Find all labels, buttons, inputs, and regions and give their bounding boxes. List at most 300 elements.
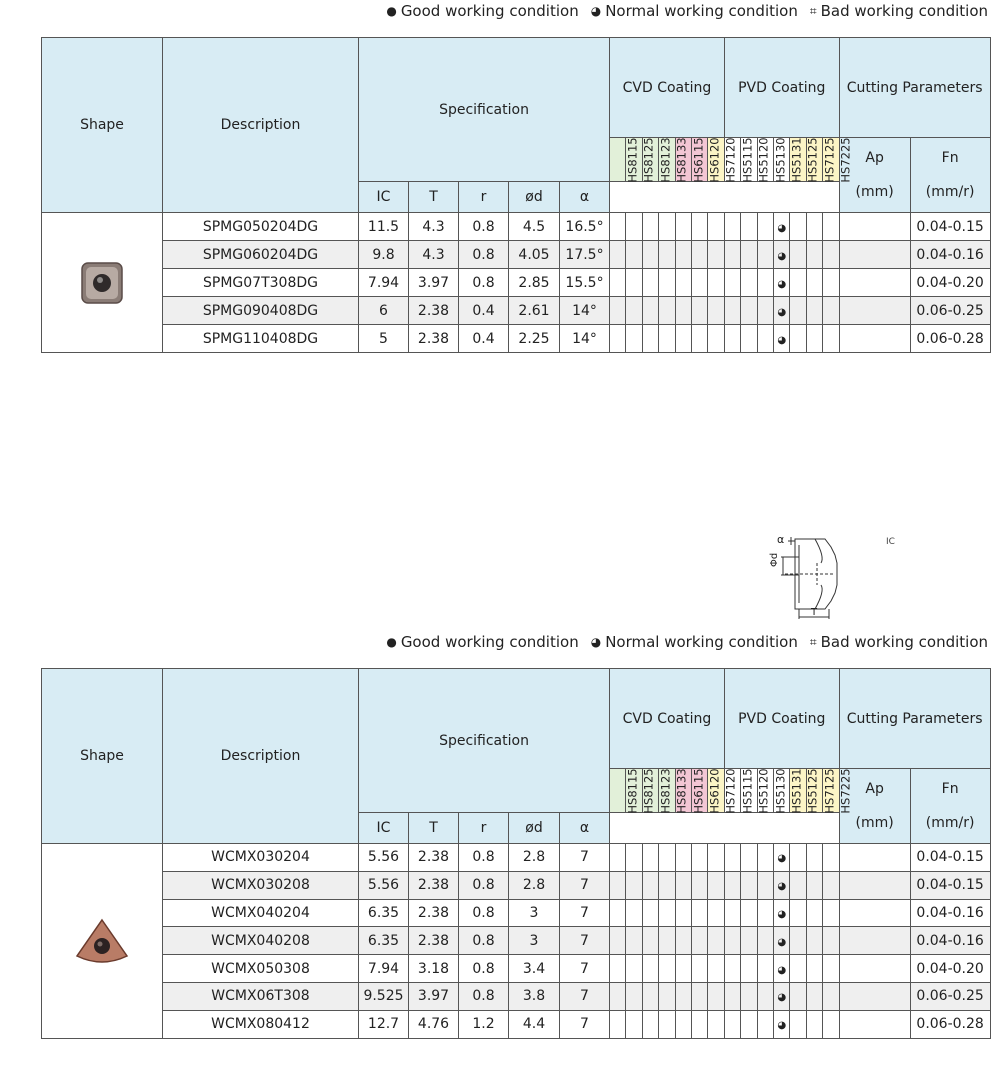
description-cell: WCMX050308	[163, 955, 359, 983]
table-row	[42, 927, 991, 955]
header-ap-label: Ap	[865, 150, 884, 166]
grade-cell-hs5115	[724, 982, 740, 1010]
grade-cell-hs5125	[790, 325, 806, 353]
table-row	[42, 241, 991, 269]
grade-cell-hs5115	[724, 927, 740, 955]
r-cell: 0.8	[459, 899, 509, 927]
grade-cell-hs5131	[774, 871, 790, 899]
grade-cell-hs8123	[642, 871, 658, 899]
grade-cell-hs5125	[790, 982, 806, 1010]
grade-cell-hs6120	[691, 297, 707, 325]
header-alpha: α	[560, 182, 610, 213]
t-cell: 4.3	[409, 241, 459, 269]
grade-cell-hs5130	[757, 871, 773, 899]
od-cell: 4.05	[509, 241, 560, 269]
normal-condition-icon: ◕	[777, 936, 787, 948]
grade-cell-hs8115	[610, 982, 626, 1010]
alpha-cell: 16.5°	[560, 213, 610, 241]
grade-cell-hs5130	[757, 269, 773, 297]
t-cell: 3.97	[409, 269, 459, 297]
grade-cell-hs7225	[823, 955, 839, 983]
grade-cell-hs8115	[610, 325, 626, 353]
grade-cell-hs7125	[806, 269, 822, 297]
description-cell: SPMG060204DG	[163, 241, 359, 269]
grade-label: HS5120	[756, 136, 771, 183]
grade-cell-hs5120	[741, 899, 757, 927]
grade-cell-hs8115	[610, 871, 626, 899]
grade-cell-hs7120	[708, 213, 724, 241]
spmg-spec-table	[41, 37, 991, 353]
table-row	[42, 269, 991, 297]
grade-cell-hs8133	[659, 871, 675, 899]
grade-label: HS5130	[773, 767, 788, 814]
grade-cell-hs7225	[823, 871, 839, 899]
grade-cell-hs8123	[642, 325, 658, 353]
ap-cell	[839, 325, 910, 353]
grade-cell-hs8115	[610, 844, 626, 872]
header-cvd-coating: CVD Coating	[610, 38, 725, 138]
grade-label: HS7225	[838, 136, 853, 183]
grade-cell-hs7120	[708, 297, 724, 325]
description-cell: WCMX06T308	[163, 982, 359, 1010]
alpha-cell: 7	[560, 844, 610, 872]
grade-cell-hs5120	[741, 269, 757, 297]
grade-cell-hs8115	[610, 297, 626, 325]
normal-condition-icon: ◕	[777, 881, 787, 893]
od-cell: 3	[509, 899, 560, 927]
grade-cell-hs8123	[642, 297, 658, 325]
grade-cell-hs8125	[626, 213, 642, 241]
ic-cell: 11.5	[359, 213, 409, 241]
grade-cell-hs8133	[659, 241, 675, 269]
grade-cell-hs6115	[675, 899, 691, 927]
grade-cell-hs6120	[691, 982, 707, 1010]
grade-cell-hs5120	[741, 1010, 757, 1038]
r-cell: 0.8	[459, 955, 509, 983]
ap-cell	[839, 927, 910, 955]
header-cutting-parameters: Cutting Parameters	[839, 38, 990, 138]
grade-cell-hs8125	[626, 927, 642, 955]
normal-condition-icon: ◕	[777, 222, 787, 234]
grade-cell-hs5120	[741, 241, 757, 269]
header-cvd-coating: CVD Coating	[610, 669, 725, 769]
grade-cell-hs8115	[610, 1010, 626, 1038]
insert-dimension-diagram	[755, 527, 845, 621]
grade-cell-hs7125	[806, 213, 822, 241]
ap-cell	[839, 1010, 910, 1038]
r-cell: 0.8	[459, 927, 509, 955]
grade-cell-hs8123	[642, 1010, 658, 1038]
grade-label: HS6120	[707, 767, 722, 814]
grade-cell-hs7225	[823, 982, 839, 1010]
grade-cell-hs8123	[642, 899, 658, 927]
grade-cell-hs5125	[790, 871, 806, 899]
fn-cell: 0.06-0.25	[910, 982, 990, 1010]
grade-cell-hs7125	[806, 241, 822, 269]
good-symbol-icon: ●	[386, 4, 397, 18]
grade-cell-hs7120	[708, 269, 724, 297]
grade-cell-hs8125	[626, 844, 642, 872]
od-cell: 3.8	[509, 982, 560, 1010]
description-cell: SPMG090408DG	[163, 297, 359, 325]
grade-cell-hs5120	[741, 927, 757, 955]
r-cell: 0.8	[459, 213, 509, 241]
legend-normal-label: Normal working condition	[605, 2, 798, 20]
legend-top	[386, 2, 988, 20]
fn-cell: 0.04-0.16	[910, 899, 990, 927]
grade-label: HS5125	[806, 767, 821, 814]
header-r: r	[459, 813, 509, 844]
table-row	[42, 955, 991, 983]
grade-cell-hs8133	[659, 955, 675, 983]
grade-cell-hs5120	[741, 871, 757, 899]
od-cell: 3.4	[509, 955, 560, 983]
grade-cell-hs5125	[790, 213, 806, 241]
t-cell: 4.76	[409, 1010, 459, 1038]
ic-cell: 7.94	[359, 269, 409, 297]
grade-cell-hs6120	[691, 241, 707, 269]
description-cell: WCMX030208	[163, 871, 359, 899]
header-t: T	[409, 813, 459, 844]
grade-cell-hs5130	[757, 1010, 773, 1038]
grade-cell-hs8115	[610, 899, 626, 927]
grade-cell-hs6115	[675, 241, 691, 269]
header-shape: Shape	[42, 669, 163, 844]
grade-cell-hs8115	[610, 241, 626, 269]
grade-cell-hs8133	[659, 269, 675, 297]
fn-cell: 0.04-0.16	[910, 927, 990, 955]
ap-cell	[839, 269, 910, 297]
ic-cell: 6.35	[359, 899, 409, 927]
t-cell: 3.97	[409, 982, 459, 1010]
legend-bad-label: Bad working condition	[820, 633, 988, 651]
description-cell: SPMG07T308DG	[163, 269, 359, 297]
table-row	[42, 982, 991, 1010]
legend-normal	[591, 633, 798, 651]
normal-condition-icon: ◕	[777, 992, 787, 1004]
wcmx-spec-table	[41, 668, 991, 1039]
ic-cell: 6	[359, 297, 409, 325]
od-cell: 4.4	[509, 1010, 560, 1038]
grade-cell-hs7225	[823, 927, 839, 955]
legend-normal-label: Normal working condition	[605, 633, 798, 651]
grade-label: HS5125	[806, 136, 821, 183]
header-ap-unit: (mm)	[855, 184, 894, 200]
grade-cell-hs5131	[774, 269, 790, 297]
grade-label: HS5130	[773, 136, 788, 183]
grade-cell-hs8123	[642, 955, 658, 983]
table-row	[42, 325, 991, 353]
normal-condition-icon: ◕	[777, 306, 787, 318]
grade-cell-hs5125	[790, 297, 806, 325]
header-pvd-coating: PVD Coating	[724, 38, 839, 138]
grade-label: HS7125	[822, 136, 837, 183]
legend-good	[386, 2, 578, 20]
table-row	[42, 899, 991, 927]
grade-label: HS8115	[625, 767, 640, 814]
od-cell: 2.25	[509, 325, 560, 353]
normal-condition-icon: ◕	[777, 908, 787, 920]
normal-condition-icon: ◕	[777, 1020, 787, 1032]
header-pvd-coating: PVD Coating	[724, 669, 839, 769]
grade-cell-hs5115	[724, 297, 740, 325]
header-description: Description	[163, 38, 359, 213]
grade-cell-hs7125	[806, 1010, 822, 1038]
grade-cell-hs8125	[626, 325, 642, 353]
od-cell: 3	[509, 927, 560, 955]
alpha-cell: 14°	[560, 297, 610, 325]
grade-cell-hs5130	[757, 844, 773, 872]
ap-cell	[839, 213, 910, 241]
grade-cell-hs5115	[724, 269, 740, 297]
legend-bad-label: Bad working condition	[820, 2, 988, 20]
grade-cell-hs5120	[741, 955, 757, 983]
grade-cell-hs8115	[610, 213, 626, 241]
grade-cell-hs6120	[691, 325, 707, 353]
ap-cell	[839, 955, 910, 983]
grade-cell-hs5115	[724, 325, 740, 353]
grade-label: HS7225	[838, 767, 853, 814]
grade-cell-hs5131	[774, 297, 790, 325]
grade-cell-hs5130	[757, 955, 773, 983]
grade-cell-hs6115	[675, 269, 691, 297]
grade-cell-hs7125	[806, 899, 822, 927]
grade-label: HS7120	[723, 136, 738, 183]
grade-cell-hs8133	[659, 899, 675, 927]
grade-cell-hs8123	[642, 213, 658, 241]
t-cell: 2.38	[409, 927, 459, 955]
diagram-od-label: Φd	[769, 552, 780, 567]
header-fn	[910, 138, 990, 213]
grade-cell-hs8133	[659, 325, 675, 353]
wcmx-insert-image	[73, 916, 131, 966]
header-ic: IC	[359, 813, 409, 844]
grade-cell-hs8133	[659, 213, 675, 241]
normal-condition-icon: ◕	[777, 964, 787, 976]
legend-normal	[591, 2, 798, 20]
grade-cell-hs8133	[659, 1010, 675, 1038]
grade-cell-hs5131	[774, 325, 790, 353]
r-cell: 0.8	[459, 844, 509, 872]
grade-cell-hs5131	[774, 1010, 790, 1038]
t-cell: 2.38	[409, 899, 459, 927]
grade-cell-hs8115	[610, 269, 626, 297]
grade-cell-hs6115	[675, 1010, 691, 1038]
grade-label: HS8115	[625, 136, 640, 183]
diagram-ic-label: IC	[886, 537, 895, 547]
grade-label: HS6115	[691, 136, 706, 183]
grade-cell-hs6120	[691, 871, 707, 899]
grade-label: HS8123	[658, 136, 673, 183]
grade-cell-hs6115	[675, 982, 691, 1010]
grade-cell-hs6115	[675, 955, 691, 983]
grade-cell-hs7120	[708, 1010, 724, 1038]
grade-cell-hs6115	[675, 844, 691, 872]
legend-good	[386, 633, 578, 651]
grade-cell-hs7120	[708, 871, 724, 899]
grade-cell-hs6115	[675, 871, 691, 899]
grade-cell-hs7120	[708, 955, 724, 983]
grade-label: HS8133	[674, 767, 689, 814]
diagram-t-label: T	[811, 607, 818, 618]
table-row	[42, 871, 991, 899]
grade-cell-hs7225	[823, 844, 839, 872]
od-cell: 2.8	[509, 871, 560, 899]
good-symbol-icon: ●	[386, 635, 397, 649]
grade-cell-hs8125	[626, 955, 642, 983]
description-cell: WCMX040204	[163, 899, 359, 927]
r-cell: 0.8	[459, 241, 509, 269]
bad-symbol-icon: ⌗	[809, 3, 817, 18]
fn-cell: 0.06-0.28	[910, 1010, 990, 1038]
grade-cell-hs7125	[806, 297, 822, 325]
od-cell: 2.61	[509, 297, 560, 325]
ap-cell	[839, 297, 910, 325]
grade-cell-hs8133	[659, 297, 675, 325]
table-row	[42, 213, 991, 241]
grade-cell-hs5131	[774, 241, 790, 269]
grade-cell-hs5115	[724, 213, 740, 241]
grade-cell-hs7120	[708, 982, 724, 1010]
grade-cell-hs7120	[708, 899, 724, 927]
grade-label: HS5115	[740, 767, 755, 814]
diagram-alpha-label: α	[777, 533, 785, 546]
grade-cell-hs5115	[724, 1010, 740, 1038]
grade-cell-hs5120	[741, 844, 757, 872]
fn-cell: 0.04-0.20	[910, 269, 990, 297]
grade-cell-hs7125	[806, 844, 822, 872]
grade-cell-hs6120	[691, 899, 707, 927]
grade-cell-hs8123	[642, 927, 658, 955]
ic-cell: 5.56	[359, 871, 409, 899]
grade-cell-hs5130	[757, 982, 773, 1010]
grade-cell-hs7125	[806, 927, 822, 955]
fn-cell: 0.04-0.15	[910, 844, 990, 872]
grade-cell-hs5125	[790, 899, 806, 927]
header-fn-unit: (mm/r)	[925, 815, 975, 831]
table-row	[42, 844, 991, 872]
header-fn-unit: (mm/r)	[925, 184, 975, 200]
grade-cell-hs5131	[774, 955, 790, 983]
header-fn-label: Fn	[941, 781, 959, 797]
grade-cell-hs5130	[757, 241, 773, 269]
grade-label: HS8133	[674, 136, 689, 183]
grade-label: HS5120	[756, 767, 771, 814]
fn-cell: 0.04-0.20	[910, 955, 990, 983]
table-row	[42, 1010, 991, 1038]
description-cell: WCMX080412	[163, 1010, 359, 1038]
grade-cell-hs5125	[790, 955, 806, 983]
grade-cell-hs8125	[626, 269, 642, 297]
grade-cell-hs6120	[691, 844, 707, 872]
grade-label: HS7120	[723, 767, 738, 814]
legend-good-label: Good working condition	[400, 633, 579, 651]
alpha-cell: 17.5°	[560, 241, 610, 269]
alpha-cell: 7	[560, 899, 610, 927]
alpha-cell: 7	[560, 927, 610, 955]
grade-cell-hs6115	[675, 927, 691, 955]
grade-cell-hs5130	[757, 927, 773, 955]
t-cell: 2.38	[409, 325, 459, 353]
grade-cell-hs5120	[741, 297, 757, 325]
grade-cell-hs8125	[626, 241, 642, 269]
legend-bad	[810, 2, 988, 20]
ic-cell: 5	[359, 325, 409, 353]
grade-cell-hs5115	[724, 871, 740, 899]
ap-cell	[839, 982, 910, 1010]
grade-cell-hs7225	[823, 899, 839, 927]
grade-cell-hs7125	[806, 871, 822, 899]
normal-symbol-icon: ◕	[590, 635, 602, 649]
header-specification: Specification	[359, 38, 610, 182]
grade-cell-hs7225	[823, 297, 839, 325]
od-cell: 4.5	[509, 213, 560, 241]
grade-cell-hs7120	[708, 844, 724, 872]
ap-cell	[839, 844, 910, 872]
grade-cell-hs7120	[708, 325, 724, 353]
header-od: ød	[509, 813, 560, 844]
grade-cell-hs8125	[626, 899, 642, 927]
grade-cell-hs7125	[806, 325, 822, 353]
grade-cell-hs5125	[790, 927, 806, 955]
header-fn-label: Fn	[941, 150, 959, 166]
grade-label: HS7125	[822, 767, 837, 814]
grade-cell-hs8125	[626, 297, 642, 325]
ap-cell	[839, 899, 910, 927]
header-description: Description	[163, 669, 359, 844]
description-cell: SPMG110408DG	[163, 325, 359, 353]
header-shape: Shape	[42, 38, 163, 213]
grade-cell-hs7125	[806, 955, 822, 983]
grade-cell-hs5131	[774, 982, 790, 1010]
grade-cell-hs8115	[610, 927, 626, 955]
grade-cell-hs5131	[774, 927, 790, 955]
grade-cell-hs5120	[741, 325, 757, 353]
ic-cell: 7.94	[359, 955, 409, 983]
ic-cell: 5.56	[359, 844, 409, 872]
ap-cell	[839, 241, 910, 269]
normal-condition-icon: ◕	[777, 278, 787, 290]
grade-cell-hs5120	[741, 982, 757, 1010]
grade-cell-hs7120	[708, 241, 724, 269]
grade-cell-hs6115	[675, 297, 691, 325]
t-cell: 3.18	[409, 955, 459, 983]
grade-cell-hs7125	[806, 982, 822, 1010]
legend-good-label: Good working condition	[400, 2, 579, 20]
t-cell: 4.3	[409, 213, 459, 241]
fn-cell: 0.04-0.16	[910, 241, 990, 269]
header-ic: IC	[359, 182, 409, 213]
grade-cell-hs6120	[691, 213, 707, 241]
legend-bottom	[386, 633, 988, 651]
r-cell: 0.8	[459, 982, 509, 1010]
normal-condition-icon: ◕	[777, 334, 787, 346]
grade-cell-hs7120	[708, 927, 724, 955]
grade-cell-hs5115	[724, 241, 740, 269]
fn-cell: 0.04-0.15	[910, 213, 990, 241]
fn-cell: 0.06-0.28	[910, 325, 990, 353]
grade-cell-hs6120	[691, 955, 707, 983]
grade-cell-hs8123	[642, 269, 658, 297]
header-r: r	[459, 182, 509, 213]
normal-symbol-icon: ◕	[590, 4, 602, 18]
spmg-insert-image	[77, 258, 127, 308]
grade-label: HS8125	[642, 767, 657, 814]
grade-label: HS8123	[658, 767, 673, 814]
ap-cell	[839, 871, 910, 899]
grade-cell-hs7225	[823, 213, 839, 241]
ic-cell: 6.35	[359, 927, 409, 955]
